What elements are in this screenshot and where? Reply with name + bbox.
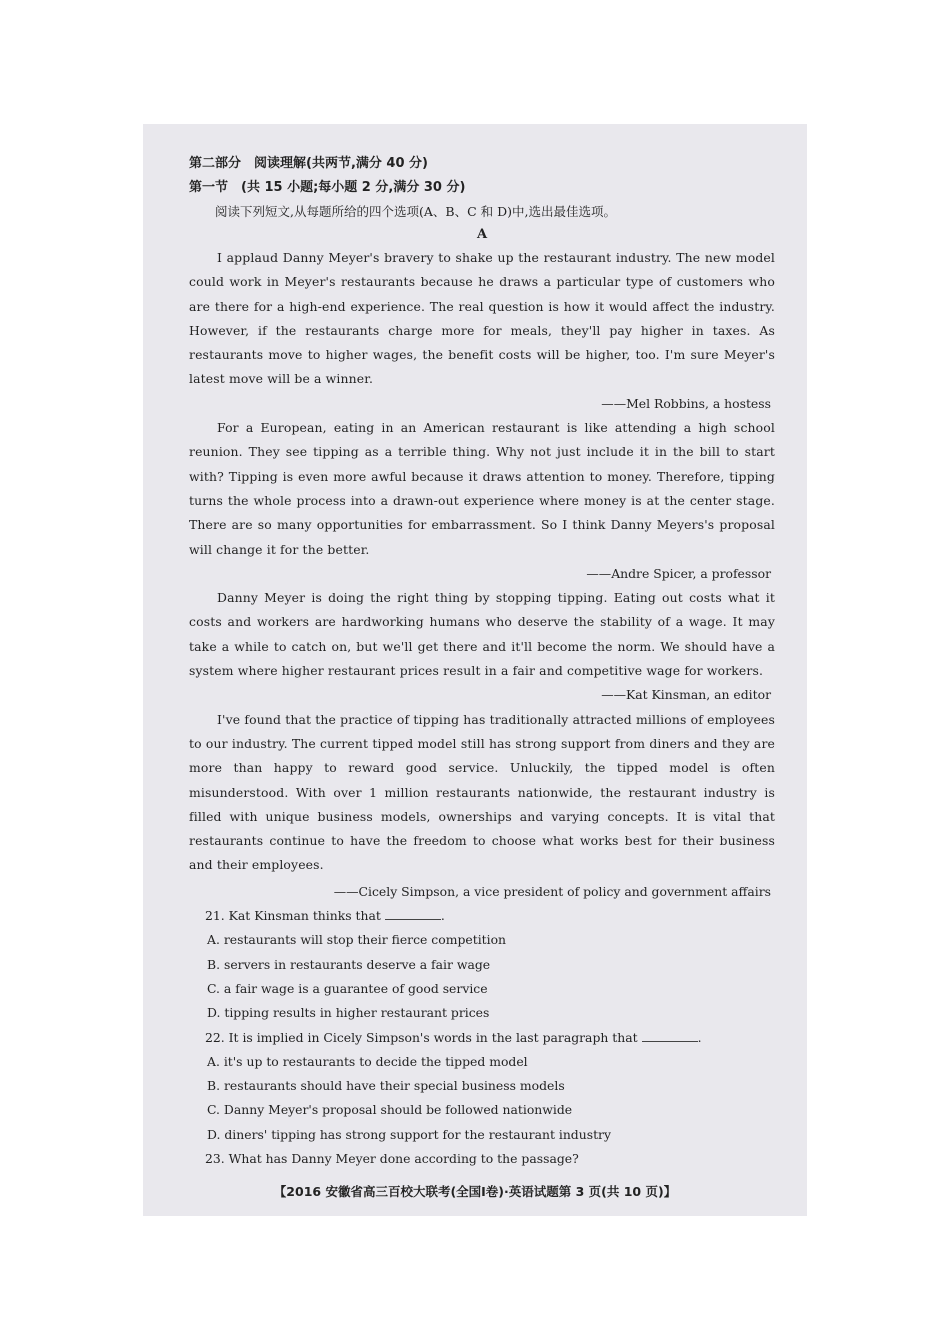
paragraph-2: For a European, eating in an American restaurant is like attending a high school reunion. They see tipping as a terrible thing. Why not just include it in the bill to start with? Tipping is even more awful because it draws attention to money. Therefore, tipping turns the whole process into a drawn-out experience where money is at the center stage. There are so many opportunities for embarrassment. So I think Danny Meyers's proposal will change it for the better.	[189, 420, 775, 557]
scanned-exam-page	[143, 124, 807, 1216]
signature-2: ——Andre Spicer, a professor	[586, 565, 771, 581]
paragraph-4: I've found that the practice of tipping has traditionally attracted millions of employees to our industry. The current tipped model still has strong support from diners and they are more than happy to reward good service. Unluckily, the tipped model is often misunderstood. With over 1 million restaurants nationwide, the restaurant industry is filled with unique business models, ownerships and varying concepts. It is vital that restaurants continue to have the freedom to choose what works best for their business and their employees.	[189, 711, 775, 873]
option-21c[interactable]: C. a fair wage is a guarantee of good service	[207, 980, 488, 996]
passage-label: A	[476, 227, 488, 242]
signature-3: ——Kat Kinsman, an editor	[601, 687, 771, 703]
question-23: 23. What has Danny Meyer done according to the passage?	[205, 1150, 579, 1166]
signature-1: ——Mel Robbins, a hostess	[601, 395, 771, 411]
option-22d[interactable]: D. diners' tipping has strong support for the restaurant industry	[207, 1126, 611, 1142]
part-title: 第二部分 阅读理解(共两节,满分 40 分)	[189, 156, 428, 171]
question-22: 22. It is implied in Cicely Simpson's words in the last paragraph that .	[205, 1029, 702, 1045]
option-22c[interactable]: C. Danny Meyer's proposal should be followed nationwide	[207, 1102, 573, 1118]
section-title: 第一节 (共 15 小题;每小题 2 分,满分 30 分)	[189, 180, 466, 195]
page-footer: 【2016 安徽省高三百校大联考(全国Ⅰ卷)·英语试题第 3 页(共 10 页)】	[273, 1184, 677, 1199]
option-21d[interactable]: D. tipping results in higher restaurant prices	[207, 1005, 490, 1021]
paragraph-3: Danny Meyer is doing the right thing by stopping tipping. Eating out costs what it costs and workers are hardworking humans who deserve the stability of a wage. It may take a while to catch on, but we'll get there and it'll become the norm. We should have a system where higher restaurant prices result in a fair and competitive wage for workers.	[189, 590, 775, 679]
signature-4: ——Cicely Simpson, a vice president of policy and government affairs	[333, 883, 771, 899]
option-21a[interactable]: A. restaurants will stop their fierce competition	[207, 932, 507, 948]
question-21: 21. Kat Kinsman thinks that .	[205, 908, 445, 924]
answer-blank	[642, 1029, 698, 1042]
instruction: 阅读下列短文,从每题所给的四个选项(A、B、C 和 D)中,选出最佳选项。	[215, 204, 616, 219]
answer-blank	[385, 907, 441, 920]
option-22a[interactable]: A. it's up to restaurants to decide the tipped model	[207, 1053, 528, 1069]
option-21b[interactable]: B. servers in restaurants deserve a fair wage	[207, 956, 491, 972]
option-22b[interactable]: B. restaurants should have their special business models	[207, 1078, 565, 1094]
paragraph-1: I applaud Danny Meyer's bravery to shake up the restaurant industry. The new model could work in Meyer's restaurants because he draws a particular type of customers who are there for a high-end experience. The real question is how it would affect the industry. However, if the restaurants charge more for meals, they'll pay higher in taxes. As restaurants move to higher wages, the benefit costs will be higher, too. I'm sure Meyer's latest move will be a winner.	[189, 250, 775, 387]
question-stem: 22. It is implied in Cicely Simpson's words in the last paragraph that	[205, 1029, 638, 1045]
question-stem: 21. Kat Kinsman thinks that	[205, 908, 381, 924]
